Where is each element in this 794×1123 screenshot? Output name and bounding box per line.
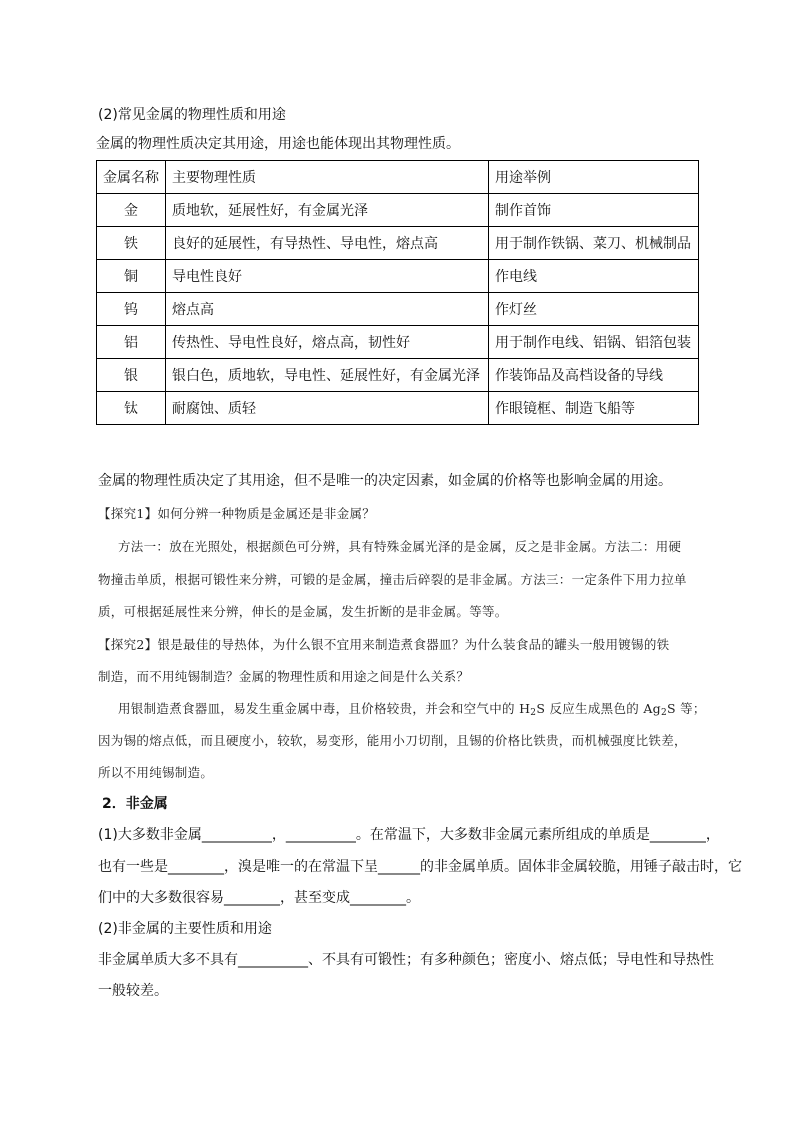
properties-cell: 熔点高 <box>166 293 489 326</box>
metal-name-cell: 银 <box>97 359 166 392</box>
metal-name-cell: 铜 <box>97 260 166 293</box>
answer-text-segment: 用银制造煮食器皿，易发生重金属中毒，且价格较贵，并会和空气中的 H <box>118 701 531 716</box>
header-main-properties: 主要物理性质 <box>166 161 489 194</box>
properties-cell: 导电性良好 <box>166 260 489 293</box>
explore1-answer-line: 物撞击单质，根据可锻性来分辨，可锻的是金属，撞击后碎裂的是非金属。方法三：一定条件下用力拉单 <box>98 572 687 587</box>
use-cell: 作装饰品及高档设备的导线 <box>489 359 699 392</box>
explore1-question: 【探究1】如何分辨一种物质是金属还是非金属？ <box>98 506 376 521</box>
section-heading-metal-properties: (2)常见金属的物理性质和用途 <box>98 107 286 123</box>
table-row <box>97 359 699 392</box>
metal-name-cell: 钛 <box>97 392 166 425</box>
intro-text: 金属的物理性质决定其用途，用途也能体现出其物理性质。 <box>96 136 460 152</box>
subscript: 2 <box>660 708 667 718</box>
table-header-row <box>97 161 699 194</box>
section2-subheading: (2)非金属的主要性质和用途 <box>98 921 272 937</box>
section2-title: 2．非金属 <box>102 796 168 812</box>
header-uses: 用途举例 <box>489 161 699 194</box>
note-text: 金属的物理性质决定了其用途，但不是唯一的决定因素，如金属的价格等也影响金属的用途。 <box>98 473 672 489</box>
answer-text-segment: S 反应生成黑色的 Ag <box>536 701 661 716</box>
properties-cell: 银白色，质地软，导电性、延展性好，有金属光泽 <box>166 359 489 392</box>
table-row <box>97 326 699 359</box>
use-cell: 用于制作电线、铝锅、铝箔包装 <box>489 326 699 359</box>
explore2-answer-line <box>118 699 706 718</box>
metal-name-cell: 金 <box>97 194 166 227</box>
table-row <box>97 392 699 425</box>
explore2-answer-line: 所以不用纯锡制造。 <box>98 765 214 780</box>
properties-cell: 耐腐蚀、质轻 <box>166 392 489 425</box>
use-cell: 用于制作铁锅、菜刀、机械制品 <box>489 227 699 260</box>
metal-properties-table <box>96 160 699 425</box>
section2-paragraph-line: 一般较差。 <box>98 983 168 999</box>
metal-name-cell: 铝 <box>97 326 166 359</box>
table-row <box>97 293 699 326</box>
section2-paragraph-line: 们中的大多数很容易________，甚至变成________。 <box>98 890 420 906</box>
explore1-answer-line: 方法一：放在光照处，根据颜色可分辨，具有特殊金属光泽的是金属，反之是非金属。方法二：用硬 <box>118 539 682 554</box>
section2-paragraph-line: (1)大多数非金属__________，__________。在常温下，大多数非金属元素所组成的单质是________， <box>98 827 720 843</box>
header-metal-name: 金属名称 <box>97 161 166 194</box>
answer-text-segment: S 等； <box>666 701 706 716</box>
properties-cell: 质地软，延展性好，有金属光泽 <box>166 194 489 227</box>
use-cell: 制作首饰 <box>489 194 699 227</box>
table-row <box>97 194 699 227</box>
use-cell: 作电线 <box>489 260 699 293</box>
table-row <box>97 227 699 260</box>
explore1-answer-line: 质，可根据延展性来分辨，伸长的是金属，发生折断的是非金属。等等。 <box>98 604 508 619</box>
explore2-question-line: 制造，而不用纯锡制造？金属的物理性质和用途之间是什么关系？ <box>98 669 470 684</box>
properties-cell: 良好的延展性，有导热性、导电性，熔点高 <box>166 227 489 260</box>
table-row <box>97 260 699 293</box>
explore2-answer-line: 因为锡的熔点低，而且硬度小，较软，易变形，能用小刀切削，且锡的价格比铁贵，而机械强度比铁差， <box>98 733 687 748</box>
metal-name-cell: 钨 <box>97 293 166 326</box>
properties-cell: 传热性、导电性良好，熔点高，韧性好 <box>166 326 489 359</box>
section2-paragraph-line: 非金属单质大多不具有__________、不具有可锻性；有多种颜色；密度小、熔点低；导电性和导热性 <box>98 952 714 968</box>
use-cell: 作灯丝 <box>489 293 699 326</box>
use-cell: 作眼镜框、制造飞船等 <box>489 392 699 425</box>
metal-name-cell: 铁 <box>97 227 166 260</box>
section2-paragraph-line: 也有一些是________，溴是唯一的在常温下呈______的非金属单质。固体非金属较脆，用锤子敲击时，它 <box>98 859 742 875</box>
subscript: 2 <box>530 708 537 718</box>
explore2-question-line: 【探究2】银是最佳的导热体，为什么银不宜用来制造煮食器皿？为什么装食品的罐头一般用镀锡的铁 <box>98 637 670 652</box>
